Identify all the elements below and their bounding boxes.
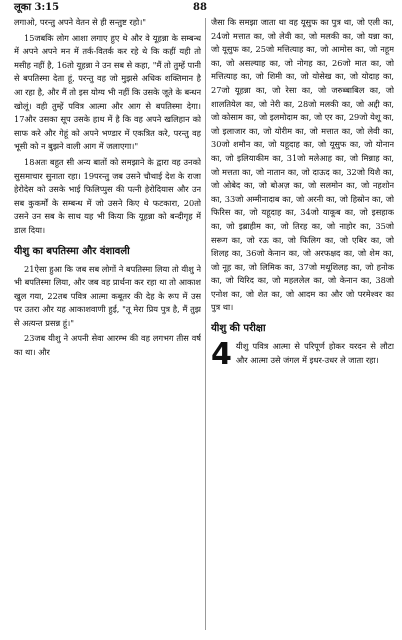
section-heading: यीशु की परीक्षा (211, 323, 266, 335)
right-column (211, 16, 394, 636)
paragraph: 23जब यीशु ने अपनी सेवा आरम्भ की वह लगभग तीस वर्ष का था। और (14, 333, 201, 358)
chapter-number: 4 (211, 337, 232, 373)
page-header (0, 0, 402, 16)
section-heading: यीशु का बपतिस्मा और वंशावली (14, 245, 130, 257)
paragraph: लगाओ, परन्तु अपने वेतन से ही सन्तुष्ट रहो।" (14, 17, 147, 27)
page-number: 88 (193, 2, 207, 13)
paragraph: 15जबकि लोग आशा लगाए हुए थे और वे यूहन्ना के सम्बन्ध में अपने अपने मन में तर्क-वितर्क कर रहे थे कि कहीं यही तो मसीह नहीं है, 16तो यूहन्ना ने उन सब से कहा, "मैं तो तुम्हें पानी से बपतिस्मा देता हूं, परन्तु वह जो मुझसे अधिक शक्तिमान है आ रहा है, और मैं तो इस योग्य भी नहीं कि उसके जूते के बन्धन खोलूं। वही तुम्हें पवित्र आत्मा और आग से बपतिस्मा देगा। 17और उसका सूप उसके हाथ में है कि वह अपने खलिहान को साफ करे और गेहूं को अपने भण्डार में एकत्रित करे, परन्तु वह भूसी को न बुझने वाली आग में जलाएगा।" (14, 32, 201, 152)
column-divider (205, 18, 206, 630)
paragraph: 18अतः बहुत सी अन्य बातों को समझाने के द्वारा वह उनको सुसमाचार सुनाता रहा। 19परन्तु जब उसने चौथाई देश के राजा हेरोदेस को उसके भाई फिलिप्पुस की पत्नी हेरोदियास और उन सब कुकर्मों के सम्बन्ध में जो उसने किए थे फटकारा, 20तो उसने उन सब के साथ यह भी किया कि यूहन्ना को बन्दीगृह में डाल दिया। (14, 156, 201, 235)
paragraph: यीशु पवित्र आत्मा से परिपूर्ण होकर यरदन से लौटा और आत्मा उसे जंगल में इधर-उधर ले जाता रहा। (235, 341, 394, 365)
genealogy-paragraph: जैसा कि समझा जाता था वह यूसुफ का पुत्र था, जो एली का, 24जो मत्तात का, जो लेवी का, जो मलकी का, जो यन्ना का, जो यूसुफ का, 25जो मत्तित्याह का, जो आमोस का, जो नहूम का, जो असल्याह का, जो नोगह का, 26जो मात का, जो मत्तित्याह का, जो शिमी का, जो योसेख का, जो योदाह का, 27जो यूहन्ना का, जो रेसा का, जो जरुब्बाबिल का, जो शालतियेल का, जो नेरी का, 28जो मलकी का, जो अद्दी का, जो कोसाम का, जो इलमोदाम का, जो एर का, 29जो येशू का, जो इलाजार का, जो योरीम का, जो मत्तात का, जो लेवी का, 30जो शमौन का, जो यहूदाह का, जो यूसुफ का, जो योनान का, जो इलियाकीम का, 31जो मलेआह का, जो मिन्नाह का, जो मत्तता का, जो नातान का, जो दाऊद का, 32जो यिशै का, जो ओबेद का, जो बोअज़ का, जो सलमोन का, जो नहशोन का, 33जो अम्मीनादाब का, जो अरनी का, जो हिस्रोन का, जो फिरिस का, जो यहूदाह का, 34जो याकूब का, जो इसहाक का, जो इब्राहीम का, जो तिरह का, जो नाहोर का, 35जो सरूग का, जो रऊ का, जो फिलिग का, जो एबिर का, जो शिलह का, 36जो केनान का, जो अरफक्षद का, जो शेम का, जो नूह का, जो लिमिक का, 37जो मथूशिलह का, जो हनोक का, जो यिरिद का, जो महललेल का, जो केनान का, 38जो एनोश का, जो शेत का, जो आदम का और जो परमेश्वर का पुत्र था। (211, 17, 394, 313)
left-column (14, 16, 201, 636)
paragraph: 21ऐसा हुआ कि जब सब लोगों ने बपतिस्मा लिया तो यीशु ने भी बपतिस्मा लिया, और जब वह प्रार्थना कर रहा था तो आकाश खुल गया, 22तब पवित्र आत्मा कबूतर की देह के रूप में उस पर उतरा और यह आकाशवाणी हुई, "तू मेरा प्रिय पुत्र है, मैं तुझ से अत्यन्त प्रसन्न हूं।" (14, 263, 201, 328)
chapter-reference: लूका 3:15 (14, 2, 60, 13)
chapter-start (211, 337, 394, 373)
